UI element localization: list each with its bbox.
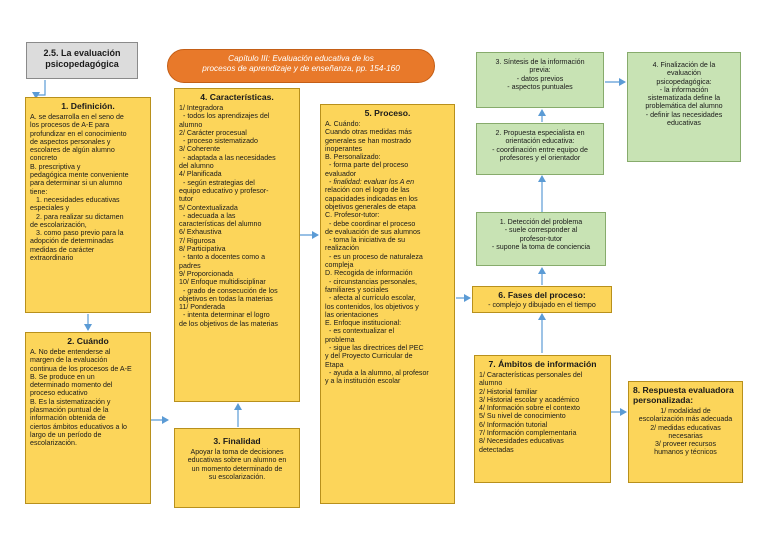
- ambitos-line: 3/ Historial escolar y académico: [479, 395, 580, 404]
- definicion-line: 1. necesidades educativas: [36, 195, 120, 204]
- proceso-line: y del Proyecto Curricular de: [325, 352, 413, 361]
- proceso-box: [320, 104, 455, 504]
- propuesta-box: [476, 123, 604, 175]
- deteccion-line: - suele corresponder al: [504, 226, 578, 235]
- header-line-1: 2.5. La evaluación: [43, 48, 121, 58]
- respuesta-body: [633, 407, 738, 457]
- caracteristicas-line: 11/ Ponderada: [179, 303, 226, 312]
- respuesta-line: 2/ medidas educativas: [650, 423, 721, 432]
- finalidad-line: Apoyar la toma de decisiones: [190, 448, 284, 456]
- proceso-line: - afecta al currículo escolar,: [329, 294, 416, 303]
- respuesta-line: 3/ proveer recursos: [654, 440, 717, 449]
- definicion-line: profundizar en el conocimiento: [30, 129, 127, 138]
- caracteristicas-line: 10/ Enfoque multidisciplinar: [179, 278, 266, 287]
- proceso-line: y a la institución escolar: [325, 377, 401, 386]
- proceso-line: compleja: [325, 261, 354, 270]
- definicion-line: B. prescriptiva y: [30, 162, 81, 171]
- chapter-line-2: procesos de aprendizaje y de enseñanza, pp. 154-160: [202, 64, 400, 73]
- cuando-line: plasmación puntual de la: [30, 406, 109, 415]
- definicion-title: 1. Definición.: [61, 101, 115, 111]
- caracteristicas-line: - proceso sistematizado: [183, 137, 258, 146]
- caracteristicas-box: [174, 88, 300, 402]
- caracteristicas-line: - adecuada a las: [183, 211, 236, 220]
- proceso-line: D. Recogida de información: [325, 269, 413, 278]
- proceso-line: A. Cuándo:: [325, 120, 361, 128]
- proceso-line: objetivos generales de etapa: [325, 202, 416, 211]
- caracteristicas-line: tutor: [179, 195, 194, 204]
- caracteristicas-line: - grado de consecución de los: [183, 286, 278, 295]
- deteccion-box: [476, 212, 606, 266]
- definicion-line: pedagógica mente conveniente: [30, 171, 129, 180]
- proceso-line: problema: [325, 335, 355, 344]
- ambitos-line: 6/ Información tutorial: [479, 420, 548, 429]
- caracteristicas-line: 2/ Carácter procesual: [179, 128, 247, 137]
- propuesta-line: - coordinación entre equipo de: [492, 145, 588, 154]
- definicion-line: para determinar si un alumno: [30, 179, 123, 188]
- caracteristicas-line: 4/ Planificada: [179, 170, 222, 179]
- caracteristicas-line: - tanto a docentes como a: [183, 253, 266, 262]
- proceso-line: familiares y sociales: [325, 285, 389, 294]
- proceso-line: E. Enfoque institucional:: [325, 319, 402, 328]
- proceso-line: - finalidad: evaluar los A en: [329, 178, 415, 187]
- cuando-line: información obtenida de: [30, 414, 106, 423]
- cuando-title: 2. Cuándo: [67, 336, 109, 346]
- ambitos-line: 4/ Información sobre el contexto: [479, 404, 580, 413]
- respuesta-line: escolarización más adecuada: [638, 415, 733, 424]
- section-header: [26, 42, 138, 79]
- definicion-line: de escolarización,: [30, 220, 87, 229]
- definicion-line: concreto: [30, 154, 58, 163]
- finalidad-body: [179, 448, 295, 481]
- finalizacion-line: - la información: [659, 85, 709, 94]
- proceso-line: los contenidos, los objetivos y: [325, 302, 419, 311]
- finalizacion-box: [627, 52, 741, 162]
- header-line-2: psicopedagógica: [45, 59, 119, 69]
- caracteristicas-line: 9/ Proporcionada: [179, 269, 234, 278]
- sintesis-box: [476, 52, 604, 108]
- proceso-line: - circunstancias personales,: [329, 277, 417, 286]
- finalizacion-line: educativas: [667, 119, 701, 128]
- finalizacion-line: 4. Finalización de la: [652, 61, 716, 69]
- proceso-line: - es contextualizar el: [329, 327, 395, 336]
- fases-title: 6. Fases del proceso:: [498, 290, 586, 300]
- proceso-line: B. Personalizado:: [325, 153, 381, 162]
- caracteristicas-line: 3/ Coherente: [179, 145, 221, 154]
- definicion-line: escolares de algún alumno: [30, 146, 115, 155]
- cuando-line: continua de los procesos de A-E: [30, 364, 132, 373]
- fases-line: - complejo y dibujado en el tiempo: [488, 301, 596, 309]
- finalidad-line: su escolarización.: [208, 472, 266, 481]
- proceso-line: evaluador: [325, 169, 357, 178]
- cuando-line: determinado momento del: [30, 381, 113, 390]
- arrow-header-to-definicion: [36, 80, 45, 98]
- finalidad-title: 3. Finalidad: [213, 436, 261, 446]
- finalidad-line: educativas sobre un alumno en: [187, 456, 287, 465]
- finalizacion-line: psicopedagógica:: [656, 77, 712, 86]
- caracteristicas-line: 1/ Integradora: [179, 104, 224, 112]
- definicion-line: adopción de determinadas: [30, 237, 114, 246]
- deteccion-line: profesor-tutor: [519, 234, 563, 243]
- proceso-line: capacidades indicadas en los: [325, 194, 418, 203]
- caracteristicas-line: del alumno: [179, 162, 214, 171]
- cuando-line: B. Es la sistematización y: [30, 397, 111, 406]
- caracteristicas-line: - todos los aprendizajes del: [183, 112, 270, 121]
- cuando-body: [30, 348, 146, 448]
- proceso-line: - debe coordinar el proceso: [329, 219, 416, 228]
- propuesta-line: orientación educativa:: [505, 137, 575, 146]
- ambitos-line: detectadas: [479, 445, 514, 454]
- proceso-line: - sigue las directrices del PEC: [329, 344, 424, 353]
- definicion-line: medidas de carácter: [30, 245, 95, 254]
- definicion-line: tiene:: [30, 187, 48, 196]
- cuando-line: proceso educativo: [30, 389, 88, 398]
- cuando-line: A. No debe entenderse al: [30, 348, 111, 356]
- ambitos-line: 2/ Historial familiar: [479, 387, 538, 396]
- ambitos-box: [474, 355, 611, 483]
- finalizacion-line: sistematizada define la: [647, 94, 721, 103]
- finalidad-box: [174, 428, 300, 508]
- proceso-title: 5. Proceso.: [364, 108, 411, 118]
- proceso-line: Etapa: [325, 360, 344, 369]
- caracteristicas-line: - adaptada a las necesidades: [183, 153, 276, 162]
- definicion-box: [25, 97, 151, 313]
- proceso-line: de evaluación de sus alumnos: [325, 227, 421, 236]
- ambitos-line: 7/ Información complementaria: [479, 429, 577, 438]
- caracteristicas-line: 5/ Contextualizada: [179, 203, 238, 212]
- deteccion-line: 1. Detección del problema: [499, 218, 583, 226]
- sintesis-line: previa:: [529, 66, 551, 75]
- proceso-line: C. Profesor-tutor:: [325, 211, 380, 220]
- proceso-line: Cuando otras medidas más: [325, 128, 412, 137]
- proceso-line: inoperantes: [325, 144, 363, 153]
- ambitos-line: 5/ Su nivel de conocimiento: [479, 412, 566, 421]
- cuando-line: ciertos ámbitos educativos a lo: [30, 422, 127, 431]
- proceso-line: - forma parte del proceso: [329, 161, 409, 170]
- definicion-line: de aspectos personales y: [30, 137, 111, 146]
- caracteristicas-line: - intenta determinar el logro: [183, 311, 270, 320]
- caracteristicas-line: alumno: [179, 120, 203, 129]
- finalizacion-line: problemática del alumno: [645, 102, 723, 111]
- caracteristicas-title: 4. Características.: [200, 92, 274, 102]
- definicion-line: especiales y: [30, 204, 70, 213]
- propuesta-line: profesores y el orientador: [499, 153, 581, 162]
- respuesta-line: necesarias: [668, 431, 703, 440]
- chapter-line-1: Capítulo III: Evaluación educativa de los: [228, 54, 374, 63]
- caracteristicas-line: 8/ Participativa: [179, 245, 226, 254]
- proceso-line: las orientaciones: [325, 310, 379, 319]
- chapter-oval: [167, 49, 435, 83]
- cuando-line: margen de la evaluación: [30, 356, 108, 365]
- caracteristicas-line: objetivos en todas la materias: [179, 294, 273, 303]
- ambitos-line: 1/ Características personales del: [479, 371, 583, 379]
- caracteristicas-line: de los objetivos de las materias: [179, 319, 278, 328]
- caracteristicas-line: - según estrategias del: [183, 178, 255, 187]
- ambitos-line: alumno: [479, 379, 503, 388]
- finalidad-line: un momento determinado de: [191, 464, 283, 473]
- definicion-line: 3. como paso previo para la: [36, 229, 124, 238]
- sintesis-line: 3. Síntesis de la información: [495, 58, 585, 66]
- caracteristicas-line: padres: [179, 261, 201, 270]
- proceso-line: relación con el logro de las: [325, 186, 410, 195]
- definicion-line: extraordinario: [30, 254, 74, 263]
- caracteristicas-body: [179, 104, 295, 328]
- respuesta-line: 1/ modalidad de: [660, 407, 711, 415]
- definicion-line: 2. para realizar su dictamen: [36, 212, 124, 221]
- sintesis-line: - datos previos: [516, 74, 564, 83]
- respuesta-box: [628, 381, 743, 483]
- cuando-line: largo de un período de: [30, 430, 102, 439]
- definicion-line: A. se desarrolla en el seno de: [30, 113, 124, 121]
- cuando-box: [25, 332, 151, 504]
- caracteristicas-line: características del alumno: [179, 220, 262, 229]
- proceso-line: - ayuda a la alumno, al profesor: [329, 368, 429, 377]
- propuesta-line: 2. Propuesta especialista en: [495, 129, 585, 137]
- deteccion-line: - supone la toma de conciencia: [491, 242, 591, 251]
- proceso-line: generales se han mostrado: [325, 136, 411, 145]
- caracteristicas-line: equipo educativo y profesor-: [179, 186, 269, 195]
- caracteristicas-line: 7/ Rigurosa: [179, 236, 216, 245]
- finalizacion-line: - definir las necesidades: [645, 110, 723, 119]
- cuando-line: B. Se produce en un: [30, 372, 95, 381]
- cuando-line: escolarización.: [30, 439, 77, 448]
- definicion-body: [30, 113, 146, 262]
- ambitos-body: [479, 371, 606, 454]
- finalizacion-line: evaluación: [667, 69, 701, 78]
- proceso-line: - toma la iniciativa de su: [329, 236, 406, 245]
- respuesta-line: humanos y técnicos: [654, 448, 717, 457]
- sintesis-line: - aspectos puntuales: [507, 82, 573, 91]
- definicion-line: los procesos de A-E para: [30, 121, 110, 130]
- proceso-line: - es un proceso de naturaleza: [329, 252, 423, 261]
- proceso-line: realización: [325, 244, 359, 253]
- caracteristicas-line: 6/ Exhaustiva: [179, 228, 222, 237]
- fases-box: [472, 286, 612, 313]
- respuesta-title: 8. Respuesta evaluadora personalizada:: [633, 385, 734, 405]
- proceso-body: [325, 120, 450, 386]
- ambitos-title: 7. Ámbitos de información: [488, 359, 597, 369]
- ambitos-line: 8/ Necesidades educativas: [479, 437, 564, 446]
